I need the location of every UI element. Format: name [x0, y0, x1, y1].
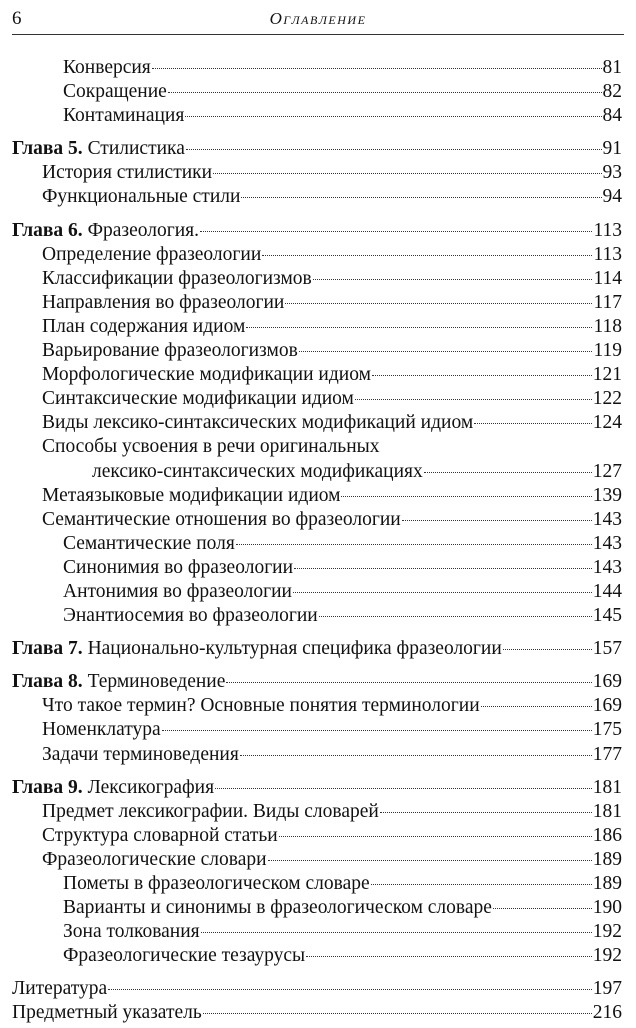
toc-entry-text — [12, 137, 185, 161]
toc-entry-row — [12, 161, 622, 185]
toc-entry-text — [42, 315, 245, 339]
toc-entry-row — [12, 580, 622, 604]
toc-entry-row — [12, 104, 622, 128]
dot-leader — [380, 811, 592, 813]
toc-entry-row — [12, 872, 622, 896]
toc-title: Морфологические модификации идиом — [42, 364, 371, 386]
toc-title: Фразеологические словари — [42, 848, 267, 870]
dot-leader — [262, 254, 592, 256]
dot-leader — [371, 883, 592, 885]
chapter-label: Глава 6. — [12, 219, 83, 241]
toc-title: Структура словарной статьи — [42, 824, 278, 846]
toc-entry-row — [12, 484, 622, 508]
dot-leader — [372, 374, 592, 376]
toc-page-number: 122 — [592, 388, 622, 410]
toc-entry-row — [12, 532, 622, 556]
chapter-label: Глава 5. — [12, 138, 83, 160]
toc-entry-text — [42, 824, 278, 848]
toc-title: Национально-культурная специфика фразеологии — [87, 638, 502, 660]
toc-title: лексико-синтаксических модификациях — [92, 460, 423, 482]
toc-entry-text — [12, 219, 199, 243]
toc-page-number: 139 — [592, 484, 622, 506]
toc-entry-text — [63, 944, 305, 968]
toc-page-number: 192 — [592, 945, 622, 967]
toc-page-number: 157 — [592, 638, 622, 660]
toc-chapter-row — [12, 776, 622, 800]
toc-entry-text — [42, 267, 312, 291]
toc-title: Классификации фразеологизмов — [42, 267, 312, 289]
dot-leader — [306, 955, 592, 957]
toc-entry-text — [12, 670, 225, 694]
toc-entry-text — [63, 580, 292, 604]
toc-entry-row — [12, 743, 622, 767]
dot-leader — [246, 326, 592, 328]
toc-entry-text — [12, 977, 107, 1001]
dot-leader — [186, 148, 602, 150]
dot-leader — [294, 567, 592, 569]
toc-entry-text — [63, 872, 370, 896]
toc-entry-row — [12, 80, 622, 104]
toc-title: Стилистика — [87, 138, 185, 160]
toc-title: Фразеологические тезаурусы — [63, 945, 306, 967]
toc-page-number: 181 — [592, 800, 622, 822]
toc-entry-text — [63, 604, 318, 628]
chapter-label: Глава 8. — [12, 671, 83, 693]
dot-leader — [226, 681, 591, 683]
toc-title: Сокращение — [63, 81, 167, 103]
toc-entry-row — [12, 920, 622, 944]
dot-leader — [185, 115, 601, 117]
dot-leader — [402, 519, 592, 521]
toc-entry-row — [12, 435, 622, 459]
toc-entry-row — [12, 944, 622, 968]
toc-entry-text — [63, 80, 167, 104]
toc-page-number: 113 — [593, 219, 622, 241]
toc-title: Виды лексико-синтаксических модификаций идиом — [42, 412, 474, 434]
toc-title: Терминоведение — [87, 671, 226, 693]
page-number: 6 — [12, 8, 22, 29]
toc-entry-text — [42, 339, 298, 363]
toc-title: Что такое термин? Основные понятия терминологии — [42, 695, 480, 717]
dot-leader — [424, 471, 592, 473]
dot-leader — [293, 591, 592, 593]
toc-title: Фразеология. — [87, 219, 199, 241]
toc-title: Конверсия — [63, 57, 151, 78]
toc-page-number: 186 — [592, 824, 622, 846]
toc-page-number: 81 — [602, 57, 622, 78]
toc-entry-text — [12, 1001, 202, 1025]
toc-title: Контаминация — [63, 105, 185, 127]
dot-leader — [162, 729, 592, 731]
dot-leader — [285, 302, 592, 304]
toc-chapter-row — [12, 1001, 622, 1025]
toc-entry-text — [63, 920, 200, 944]
running-title: Оглавление — [269, 9, 367, 28]
toc-entry-text — [63, 556, 293, 580]
page-header — [12, 8, 624, 35]
toc-title: Номенклатура — [42, 719, 161, 741]
toc-chapter-row — [12, 137, 622, 161]
table-of-contents — [12, 56, 622, 1026]
toc-entry-text — [92, 460, 423, 484]
toc-page-number: 84 — [602, 105, 622, 127]
toc-page-number: 145 — [592, 605, 622, 627]
toc-entry-row — [12, 387, 622, 411]
toc-title: Семантические поля — [63, 532, 235, 554]
toc-page-number: 189 — [592, 848, 622, 870]
toc-entry-text — [42, 484, 340, 508]
dot-leader — [152, 67, 602, 69]
toc-page-number: 93 — [602, 162, 622, 184]
toc-entry-text — [42, 387, 354, 411]
dot-leader — [203, 1012, 592, 1014]
toc-page-number: 124 — [592, 412, 622, 434]
dot-leader — [108, 988, 592, 990]
toc-title: Семантические отношения во фразеологии — [42, 508, 401, 530]
toc-page-number: 189 — [592, 873, 622, 894]
toc-title: Энантиосемия во фразеологии — [63, 605, 318, 627]
toc-page-number: 143 — [592, 556, 622, 578]
toc-entry-text — [63, 104, 184, 128]
toc-entry-row — [12, 291, 622, 315]
toc-title: История стилистики — [42, 162, 213, 184]
toc-chapter-row — [12, 670, 622, 694]
dot-leader — [319, 615, 592, 617]
dot-leader — [313, 278, 593, 280]
toc-entry-text — [63, 532, 235, 556]
toc-entry-row — [12, 411, 622, 435]
toc-page-number: 175 — [592, 719, 622, 741]
toc-entry-row — [12, 718, 622, 742]
toc-page-number: 197 — [592, 978, 622, 1000]
toc-page-number: 117 — [593, 291, 622, 313]
toc-entry-row — [12, 604, 622, 628]
toc-entry-row — [12, 267, 622, 291]
dot-leader — [240, 754, 592, 756]
toc-title: Синонимия во фразеологии — [63, 556, 294, 578]
toc-title: Варианты и синонимы в фразеологическом словаре — [63, 897, 492, 919]
toc-entry-row — [12, 315, 622, 339]
toc-page-number: 127 — [592, 460, 622, 482]
toc-entry-text — [42, 185, 240, 209]
toc-page-number: 121 — [592, 364, 622, 386]
toc-title: Задачи терминоведения — [42, 743, 239, 765]
dot-leader — [168, 91, 602, 93]
dot-leader — [299, 350, 593, 352]
dot-leader — [241, 196, 601, 198]
toc-page-number: 190 — [592, 897, 622, 919]
toc-entry-row — [12, 185, 622, 209]
toc-entry-row — [12, 243, 622, 267]
dot-leader — [355, 398, 592, 400]
toc-entry-text — [42, 435, 379, 459]
toc-entry-row — [12, 339, 622, 363]
toc-title: Метаязыковые модификации идиом — [42, 484, 341, 506]
toc-entry-text — [42, 291, 284, 315]
toc-page-number: 169 — [592, 695, 622, 717]
dot-leader — [213, 172, 601, 174]
dot-leader — [474, 422, 592, 424]
toc-page-number: 94 — [602, 186, 622, 208]
toc-chapter-row — [12, 637, 622, 661]
toc-title: Определение фразеологии — [42, 243, 262, 265]
toc-title: Лексикография — [87, 776, 215, 798]
toc-entry-text — [42, 718, 161, 742]
toc-entry-row — [12, 848, 622, 872]
toc-entry-text — [63, 896, 492, 920]
toc-entry-text — [42, 508, 401, 532]
toc-title: Предмет лексикографии. Виды словарей — [42, 800, 379, 822]
toc-page-number: 216 — [592, 1002, 622, 1024]
toc-entry-text — [42, 848, 267, 872]
toc-entry-text — [42, 363, 371, 387]
dot-leader — [268, 859, 592, 861]
dot-leader — [279, 835, 592, 837]
dot-leader — [493, 907, 592, 909]
toc-entry-text — [42, 743, 239, 767]
toc-page-number: 143 — [592, 508, 622, 530]
toc-page-number: 177 — [592, 743, 622, 765]
toc-title: Литература — [12, 978, 108, 1000]
toc-page-number: 192 — [592, 921, 622, 943]
toc-chapter-row — [12, 977, 622, 1001]
dot-leader — [236, 543, 592, 545]
toc-entry-text — [12, 637, 502, 661]
toc-page-number: 143 — [592, 532, 622, 554]
toc-entry-row — [12, 460, 622, 484]
chapter-label: Глава 9. — [12, 776, 83, 798]
toc-title: Синтаксические модификации идиом — [42, 388, 354, 410]
dot-leader — [201, 931, 592, 933]
toc-entry-text — [42, 243, 261, 267]
toc-page-number: 169 — [592, 671, 622, 693]
toc-page-number: 113 — [593, 243, 622, 265]
dot-leader — [481, 705, 592, 707]
toc-title: Зона толкования — [63, 921, 200, 943]
toc-title: Предметный указатель — [12, 1002, 202, 1024]
toc-entry-row — [12, 508, 622, 532]
toc-chapter-row — [12, 219, 622, 243]
toc-entry-row — [12, 800, 622, 824]
dot-leader — [341, 495, 591, 497]
toc-page-number: 144 — [592, 580, 622, 602]
toc-page-number: 114 — [593, 267, 622, 289]
toc-title: Способы усвоения в речи оригинальных — [42, 436, 380, 458]
toc-entry-text — [42, 161, 212, 185]
toc-entry-text — [42, 694, 480, 718]
dot-leader — [200, 230, 592, 232]
toc-title: Функциональные стили — [42, 186, 241, 208]
dot-leader — [503, 648, 592, 650]
dot-leader — [215, 787, 592, 789]
toc-entry-row — [12, 556, 622, 580]
toc-page-number: 118 — [593, 315, 622, 337]
toc-entry-text — [42, 800, 379, 824]
toc-entry-text — [42, 411, 473, 435]
toc-entry-row — [12, 694, 622, 718]
toc-title: Антонимия во фразеологии — [63, 580, 292, 602]
toc-entry-row — [12, 824, 622, 848]
toc-title: Направления во фразеологии — [42, 291, 285, 313]
toc-title: Пометы в фразеологическом словаре — [63, 873, 370, 894]
toc-page-number: 82 — [602, 81, 622, 103]
chapter-label: Глава 7. — [12, 638, 83, 660]
toc-page-number: 119 — [593, 340, 622, 362]
toc-page-number: 181 — [592, 776, 622, 798]
toc-entry-text — [63, 56, 151, 80]
toc-entry-text — [12, 776, 214, 800]
toc-title: План содержания идиом — [42, 315, 246, 337]
toc-page-number: 91 — [602, 138, 622, 160]
toc-title: Варьирование фразеологизмов — [42, 340, 298, 362]
toc-entry-row — [12, 363, 622, 387]
toc-entry-row — [12, 56, 622, 80]
toc-entry-row — [12, 896, 622, 920]
